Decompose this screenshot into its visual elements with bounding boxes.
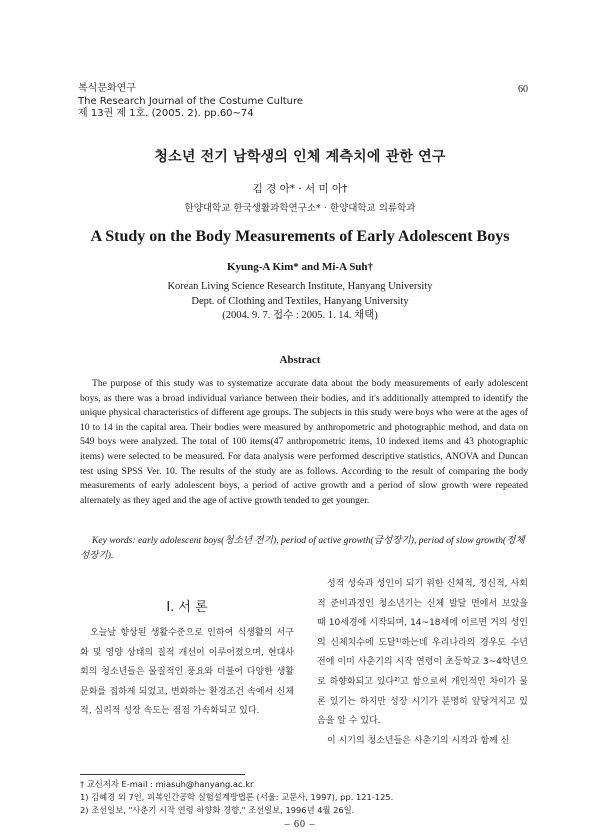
affiliation-korean: 한양대학교 한국생활과학연구소* · 한양대학교 의류학과	[184, 203, 416, 214]
keywords	[80, 534, 528, 563]
abstract-text: The purpose of this study was to systematize accurate data about the body measurements of early adolescent boys, as there was a broad individual variance between their bodies, and it's additionally attempted to identify the unique physical characteristics of different age groups. The subjects in this study were boys who were at the ages of 10 to 14 in the capital area. Their bodies were measured by anthropometric and photographic method, and data on 549 boys were analyzed. The total of 100 items(47 anthropometric items, 10 indexed items and 43 photographic items) were selected to be measured. For data analysis were performed descriptive statistics, ANOVA and Duncan test using SPSS Ver. 10. The results of the study are as follows. According to the result of comparing the body measurements of early adolescent boys, a period of active growth and a period of slow growth were repeated alternately as they aged and the age of active growth tended to get younger.	[80, 378, 528, 506]
journal-issue: 제 13권 제 1호. (2005. 2). pp.60~74	[78, 108, 254, 119]
abstract-body	[80, 377, 528, 508]
footnote-1: 1) 김혜경 외 7인, 피복인간공학 실험설계방법론 (서울: 교문사, 1997), pp. 121-125.	[80, 792, 394, 802]
affiliation-line: Dept. of Clothing and Textiles, Hanyang University	[191, 295, 409, 307]
intro-left-column	[80, 624, 294, 722]
abstract-heading: Abstract	[279, 354, 321, 366]
authors-english: Kyung-A Kim* and Mi-A Suh†	[226, 261, 374, 273]
intro-paragraph: 성적 성숙과 성인이 되기 위한 신체적, 정신적, 사회적 준비과정인 청소년기는 신체 발달 면에서 보았을 때 10세경에 시작되며, 14~18세에 이르면 거의 성인의 신체치수에 도달¹⁾하는데 우리나라의 경우도 수년 전에 이미 사춘기의 시작 연령이 초등학교 3~4학년으로 하향화되고 있다²⁾고 함으로써 개인적인 차이가 물론 있기는 하지만 성장 시기가 분명히 앞당겨지고 있음을 알 수 있다.	[317, 579, 528, 727]
intro-paragraph: 오늘날 향상된 생활수준으로 인하여 식생활의 서구화 및 영양 상태의 질적 개선이 이루어졌으며, 현대사회의 청소년들은 물질적인 풍요와 더불어 다양한 생활 문화를 접하게 되었고, 변화하는 환경조건 속에서 신체적, 심리적 성장 속도는 점점 가속화되고 있다.	[80, 628, 294, 717]
journal-name-english: The Research Journal of the Costume Culture	[78, 95, 304, 107]
footnote-corresponding-author: † 교신저자 E-mail : miasuh@hanyang.ac.kr	[80, 779, 254, 789]
footnote-divider	[80, 774, 245, 775]
footnote-2: 2) 조선일보, "사춘기 시작 연령 하향화 경향," 조선일보, 1996년 4월 26일.	[80, 805, 355, 815]
keywords-text: Key words: early adolescent boys(청소년 전기), period of active growth(급성장기), period of slow growth(정체성장기).	[80, 535, 525, 561]
intro-paragraph: 이 시기의 청소년들은 사춘기의 시작과 함께 신	[327, 735, 510, 746]
received-accepted-dates: (2004. 9. 7. 접수 : 2005. 1. 14. 채택)	[222, 310, 378, 321]
page-number: 60	[518, 84, 528, 95]
authors-korean: 김 경 아* · 서 미 아†	[252, 183, 348, 195]
journal-name-korean: 복식문화연구	[78, 83, 136, 94]
affiliation-line: Korean Living Science Research Institute, Hanyang University	[167, 281, 433, 292]
section-heading-introduction: I. 서 론	[166, 600, 208, 615]
journal-header	[78, 83, 303, 121]
intro-right-column	[317, 575, 528, 751]
footer-page-number: – 60 –	[284, 819, 316, 830]
title-english: A Study on the Body Measurements of Early Adolescent Boys	[90, 228, 510, 245]
affiliation-english	[0, 280, 600, 324]
title-korean: 청소년 전기 남학생의 인체 계측치에 관한 연구	[154, 149, 446, 165]
